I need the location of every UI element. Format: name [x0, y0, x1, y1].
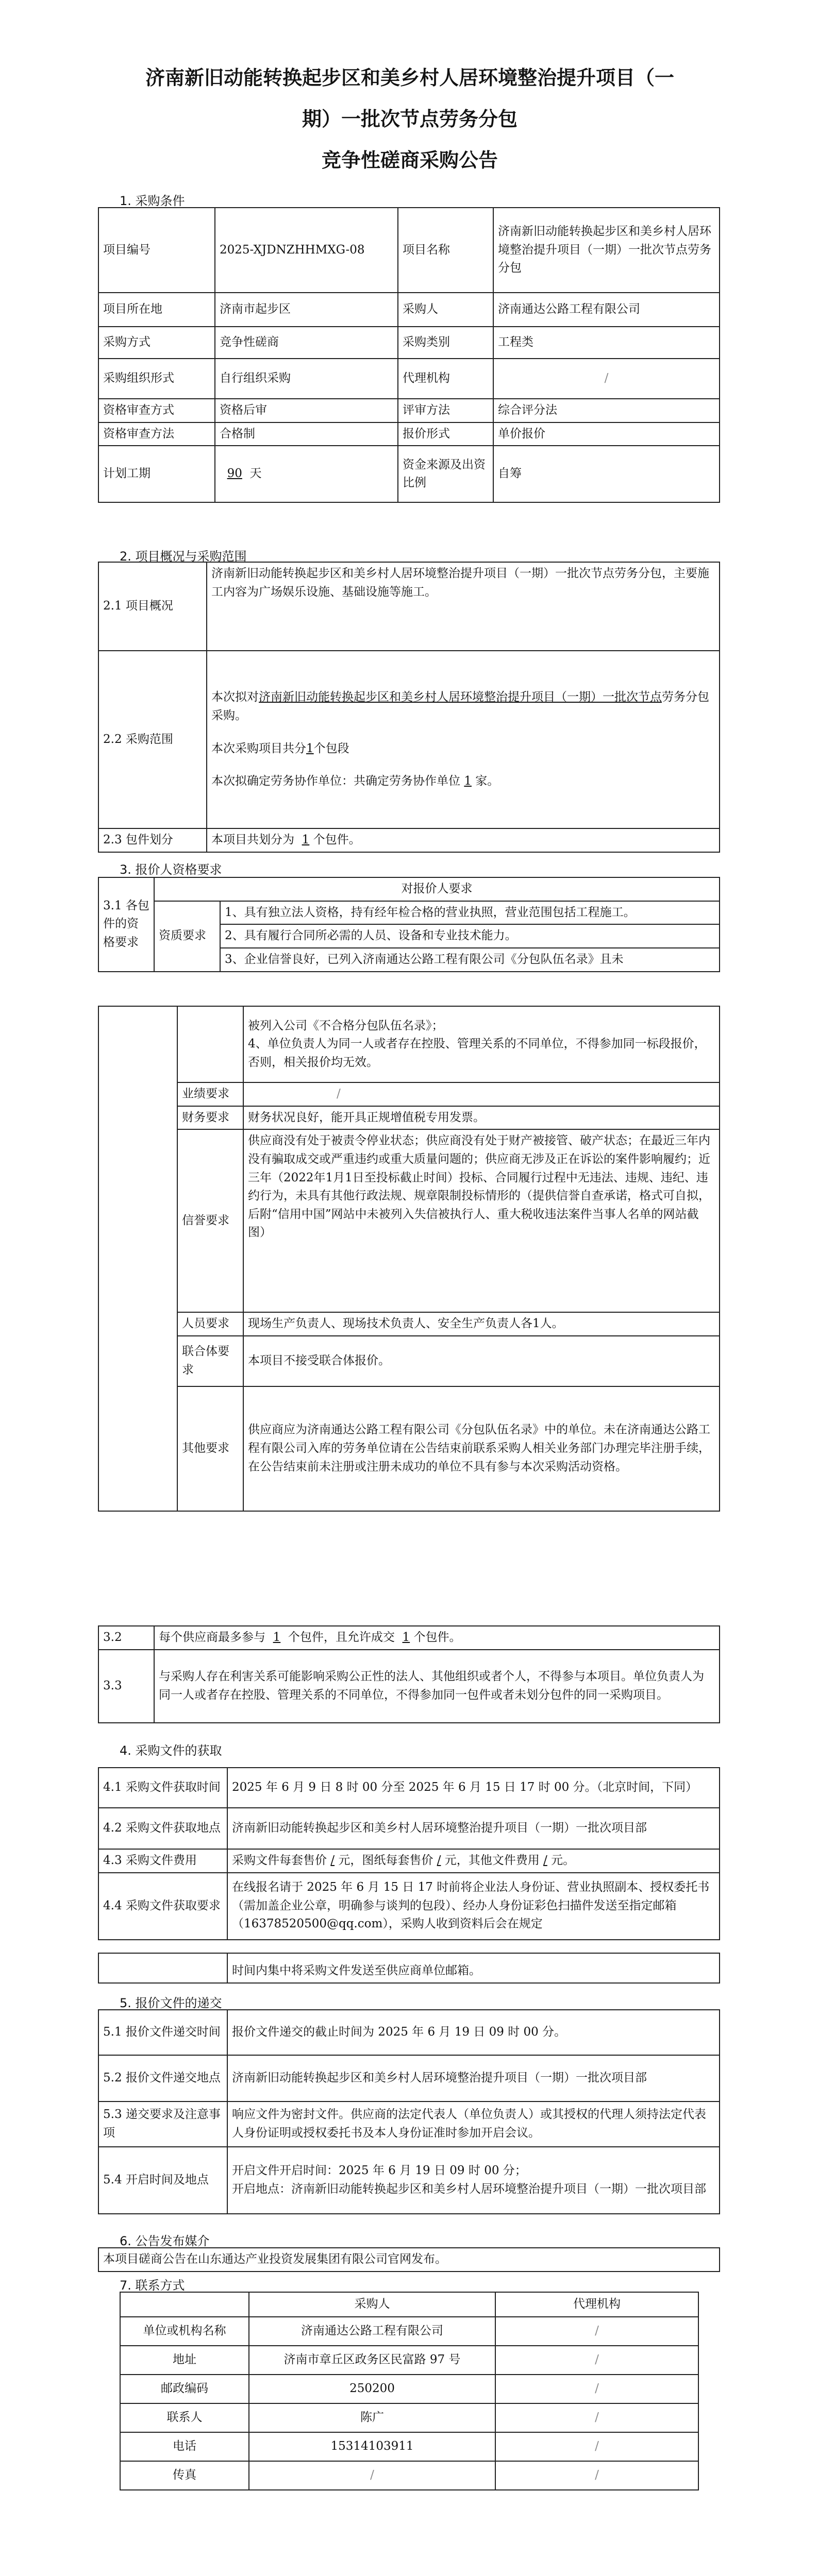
label-open: 5.4 开启时间及地点 [98, 2147, 227, 2214]
value-get-way: 在线报名请于 2025 年 6 月 15 日 17 时前将企业法人身份证、营业执照副本、授权委托书（需加盖企业公章，明确参与谈判的包段）、经办人身份证彩色扫描件发送至指定邮箱（16378520500@qq.com），采购人收到资料后会在规定 [227, 1873, 720, 1940]
label-project-no: 项目编号 [98, 208, 215, 293]
qual-item-4-5: 被列入公司《不合格分包队伍名录》； 4、单位负责人为同一人或者存在控股、管理关系的不同单位，不得参加同一标段报价，否则，相关报价均无效。 [243, 1006, 720, 1082]
scope-project: 济南新旧动能转换起步区和美乡村人居环境整治提升项目（一期）一批次节点 [259, 690, 662, 704]
label-fee: 4.3 采购文件费用 [98, 1849, 227, 1873]
label-quote: 报价形式 [398, 422, 493, 446]
section-3-heading: 3. 报价人资格要求 [120, 862, 222, 877]
value-get-time: 2025 年 6 月 9 日 8 时 00 分至 2025 年 6 月 15 日 17 时 00 分。（北京时间，下同） [227, 1768, 720, 1808]
contact-row-buyer: 济南通达公路工程有限公司 [249, 2317, 495, 2346]
section-6-heading: 6. 公告发布媒介 [120, 2234, 210, 2248]
get-way-blank [98, 1953, 227, 1983]
section-2-table [98, 562, 720, 853]
label-fund: 资金来源及出资比例 [398, 446, 493, 502]
label-buyer: 采购人 [398, 293, 493, 327]
value-joint: 本项目不接受联合体报价。 [243, 1336, 720, 1386]
contact-row-label: 单位或机构名称 [120, 2317, 249, 2346]
contact-row-agent: / [495, 2403, 698, 2432]
section-2-heading: 2. 项目概况与采购范围 [120, 549, 247, 564]
period-unit: 天 [249, 467, 262, 481]
section-4-table-cont [98, 1953, 720, 1984]
value-org: 自行组织采购 [215, 359, 398, 399]
media-text: 本项目磋商公告在山东通达产业投资发展集团有限公司官网发布。 [98, 2248, 720, 2272]
contact-col-agent: 代理机构 [495, 2292, 698, 2317]
value-scope [207, 651, 720, 828]
section-5-heading: 5. 报价文件的递交 [120, 1996, 222, 2010]
section-3-table-b [98, 1006, 720, 1512]
contact-row-label: 地址 [120, 2346, 249, 2375]
section-7-heading: 7. 联系方式 [120, 2278, 185, 2293]
scope-count: 1 [306, 741, 314, 755]
lots-count: 1 [302, 833, 310, 846]
contact-row-agent: / [495, 2317, 698, 2346]
label-overview: 2.1 项目概况 [98, 562, 207, 651]
value-other: 供应商应为济南通达公路工程有限公司《分包队伍名录》中的单位。未在济南通达公路工程有限公司入库的劳务单位请在公告结束前联系采购人相关业务部门办理完毕注册手续，在公告结束前未注册或注册未成功的单位不具有参与本次采购活动资格。 [243, 1386, 720, 1511]
label-credit: 信誉要求 [177, 1129, 243, 1312]
value-submit-time: 报价文件递交的截止时间为 2025 年 6 月 19 日 09 时 00 分。 [227, 2010, 720, 2055]
value-buyer: 济南通达公路工程有限公司 [493, 293, 720, 327]
value-qual-std: 合格制 [215, 422, 398, 446]
section-1-heading: 1. 采购条件 [120, 194, 185, 208]
label-qual: 资质要求 [154, 901, 220, 972]
doc-title-line3: 竞争性磋商采购公告 [321, 149, 498, 172]
value-submit-req: 响应文件为密封文件。供应商的法定代表人（单位负责人）或其授权的代理人须持法定代表人身份证明或授权委托书及本人身份证准时参加开启会议。 [227, 2102, 720, 2147]
label-submit-place: 5.2 报价文件递交地点 [98, 2055, 227, 2102]
section-5-table [98, 2009, 720, 2214]
section-4-table [98, 1767, 720, 1940]
label-submit-req: 5.3 递交要求及注意事项 [98, 2102, 227, 2147]
label-3-3: 3.3 [98, 1650, 154, 1723]
label-get-time: 4.1 采购文件获取时间 [98, 1768, 227, 1808]
label-submit-time: 5.1 报价文件递交时间 [98, 2010, 227, 2055]
label-perf: 业绩要求 [177, 1082, 243, 1106]
contact-table [120, 2292, 699, 2490]
value-credit: 供应商没有处于被责令停业状态；供应商没有处于财产被接管、破产状态；在最近三年内没有骗取成交或严重违约或重大质量问题的；供应商无涉及正在诉讼的案件影响履约；近三年（2022年1月1日至投标截止时间）投标、合同履行过程中无违法、违规、违纪、违约行为，未具有其他行政法规、规章限制投标情形的（提供信誉自查承诺，格式可自拟，后附“信用中国”网站中未被列入失信被执行人、重大税收违法案件当事人名单的网站截图） [243, 1129, 720, 1312]
value-get-way-cont: 时间内集中将采购文件发送至供应商单位邮箱。 [227, 1953, 720, 1983]
label-other: 其他要求 [177, 1386, 243, 1511]
value-overview: 济南新旧动能转换起步区和美乡村人居环境整治提升项目（一期）一批次节点劳务分包，主要施工内容为广场娱乐设施、基础设施等施工。 [207, 562, 720, 651]
value-fund: 自筹 [493, 446, 720, 502]
contact-row-agent: / [495, 2432, 698, 2461]
label-joint: 联合体要求 [177, 1336, 243, 1386]
section-6-table [98, 2247, 720, 2272]
doc-title-line2: 期）一批次节点劳务分包 [302, 108, 517, 130]
contact-col-buyer: 采购人 [249, 2292, 495, 2317]
label-req: 3.1 各包件的资格要求 [98, 877, 154, 972]
value-project-no: 2025-XJDNZHHMXG-08 [215, 208, 398, 293]
label-project-name: 项目名称 [398, 208, 493, 293]
scope-unit: 1 [464, 774, 472, 788]
section-4-heading: 4. 采购文件的获取 [120, 1743, 222, 1758]
value-eval-method: 综合评分法 [493, 399, 720, 422]
label-period: 计划工期 [98, 446, 215, 502]
req-spacer [98, 1006, 177, 1511]
label-org: 采购组织形式 [98, 359, 215, 399]
qual-item-3: 3、企业信誉良好，已列入济南通达公路工程有限公司《分包队伍名录》且未 [220, 948, 720, 972]
value-location: 济南市起步区 [215, 293, 398, 327]
contact-row-label: 联系人 [120, 2403, 249, 2432]
value-category: 工程类 [493, 327, 720, 359]
label-category: 采购类别 [398, 327, 493, 359]
qual-item-2: 2、具有履行合同所必需的人员、设备和专业技术能力。 [220, 924, 720, 948]
label-method: 采购方式 [98, 327, 215, 359]
label-location: 项目所在地 [98, 293, 215, 327]
value-3-2: 每个供应商最多参与 1 个包件，且允许成交 1 个包件。 [154, 1626, 720, 1650]
value-get-place: 济南新旧动能转换起步区和美乡村人居环境整治提升项目（一期）一批次项目部 [227, 1808, 720, 1849]
label-qual-method: 资格审查方式 [98, 399, 215, 422]
value-3-3: 与采购人存在利害关系可能影响采购公正性的法人、其他组织或者个人，不得参与本项目。单位负责人为同一人或者存在控股、管理关系的不同单位，不得参加同一包件或者未划分包件的同一采购项目。 [154, 1650, 720, 1723]
scope-unit-line: 本次拟确定劳务协作单位：共确定劳务协作单位 1 家。 [211, 774, 499, 788]
doc-title-line1: 济南新旧动能转换起步区和美乡村人居环境整治提升项目（一 [145, 66, 674, 89]
contact-row-buyer: 陈广 [249, 2403, 495, 2432]
qual-item-1: 1、具有独立法人资格，持有经年检合格的营业执照，营业范围包括工程施工。 [220, 901, 720, 925]
req-header: 对报价人要求 [154, 877, 720, 901]
value-qual-method: 资格后审 [215, 399, 398, 422]
contact-row-buyer: 济南市章丘区政务区民富路 97 号 [249, 2346, 495, 2375]
period-days: 90 [227, 467, 242, 481]
contact-row-buyer: / [249, 2461, 495, 2490]
value-open: 开启文件开启时间：2025 年 6 月 19 日 09 时 00 分； 开启地点：济南新旧动能转换起步区和美乡村人居环境整治提升项目（一期）一批次项目部 [227, 2147, 720, 2214]
label-eval-method: 评审方法 [398, 399, 493, 422]
contact-row-label: 电话 [120, 2432, 249, 2461]
value-fee: 采购文件每套售价 / 元，图纸每套售价 / 元，其他文件费用 / 元。 [227, 1849, 720, 1873]
qual-cont-blank [177, 1006, 243, 1082]
value-method: 竞争性磋商 [215, 327, 398, 359]
value-fin: 财务状况良好，能开具正规增值税专用发票。 [243, 1106, 720, 1130]
contact-header-blank [120, 2292, 249, 2317]
contact-row-agent: / [495, 2461, 698, 2490]
section-3-table-c [98, 1625, 720, 1723]
scope-count-line: 本次采购项目共分1个包段 [211, 741, 349, 755]
contact-row-buyer: 15314103911 [249, 2432, 495, 2461]
contact-row-label: 传真 [120, 2461, 249, 2490]
label-get-way: 4.4 采购文件获取要求 [98, 1873, 227, 1940]
value-project-name: 济南新旧动能转换起步区和美乡村人居环境整治提升项目（一期）一批次节点劳务分包 [493, 208, 720, 293]
label-lots: 2.3 包件划分 [98, 828, 207, 852]
contact-row-agent: / [495, 2346, 698, 2375]
value-agent: / [493, 359, 720, 399]
section-3-table-a [98, 877, 720, 972]
label-agent: 代理机构 [398, 359, 493, 399]
value-staff: 现场生产负责人、现场技术负责人、安全生产负责人各1人。 [243, 1312, 720, 1336]
contact-row-label: 邮政编码 [120, 2375, 249, 2403]
value-lots: 本项目共划分为 1 个包件。 [207, 828, 720, 852]
value-submit-place: 济南新旧动能转换起步区和美乡村人居环境整治提升项目（一期）一批次项目部 [227, 2055, 720, 2102]
value-period [215, 446, 398, 502]
label-get-place: 4.2 采购文件获取地点 [98, 1808, 227, 1849]
label-fin: 财务要求 [177, 1106, 243, 1130]
scope-line: 本次拟对济南新旧动能转换起步区和美乡村人居环境整治提升项目（一期）一批次节点劳务分包采购。 [211, 690, 709, 722]
label-qual-std: 资格审查方法 [98, 422, 215, 446]
label-scope: 2.2 采购范围 [98, 651, 207, 828]
section-1-table [98, 207, 720, 503]
value-quote: 单价报价 [493, 422, 720, 446]
label-3-2: 3.2 [98, 1626, 154, 1650]
label-staff: 人员要求 [177, 1312, 243, 1336]
value-perf: / [243, 1082, 720, 1106]
contact-row-agent: / [495, 2375, 698, 2403]
contact-row-buyer: 250200 [249, 2375, 495, 2403]
